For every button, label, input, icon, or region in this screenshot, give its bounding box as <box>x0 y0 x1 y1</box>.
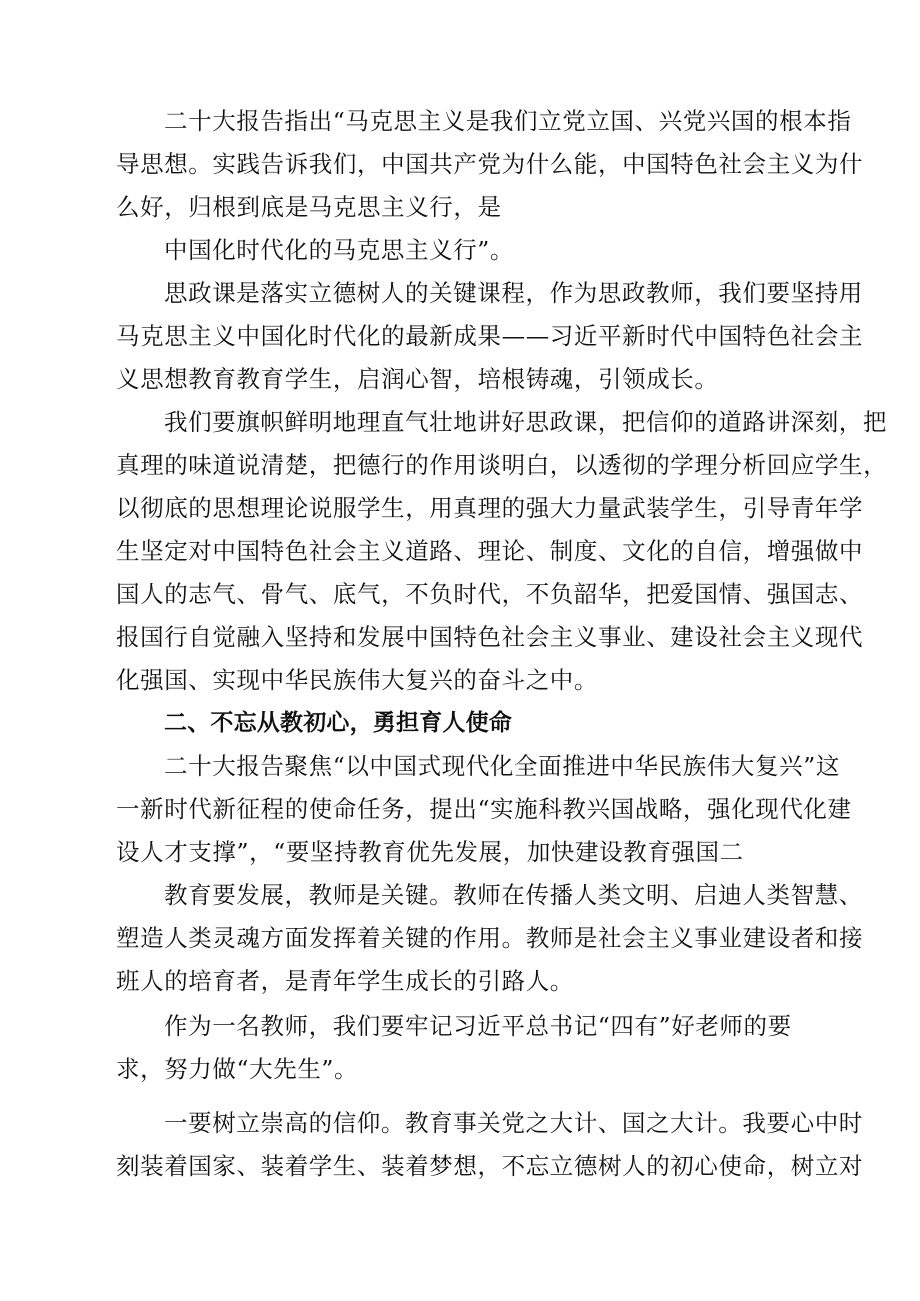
paragraph-line: 我们要旗帜鲜明地理直气壮地讲好思政课，把信仰的道路讲深刻，把 <box>164 408 887 436</box>
paragraph-line: 教育要发展，教师是关键。教师在传播人类文明、启迪人类智慧、 <box>164 881 863 909</box>
section-heading: 二、不忘从教初心，勇担育人使命 <box>164 710 512 736</box>
paragraph-line: 中国化时代化的马克思主义行”。 <box>164 236 515 264</box>
paragraph-line: 作为一名教师，我们要牢记习近平总书记“四有”好老师的要 <box>164 1012 792 1040</box>
paragraph-line: 求，努力做“大先生”。 <box>116 1055 359 1083</box>
paragraph-line: 马克思主义中国化时代化的最新成果——习近平新时代中国特色社会主 <box>116 322 864 350</box>
paragraph-line: 塑造人类灵魂方面发挥着关键的作用。教师是社会主义事业建设者和接 <box>116 924 864 952</box>
paragraph-line: 么好，归根到底是马克思主义行，是 <box>116 193 502 221</box>
paragraph-line: 设人才支撑”，“要坚持教育优先发展，加快建设教育强国二 <box>116 838 744 866</box>
paragraph-line: 生坚定对中国特色社会主义道路、理论、制度、文化的自信，增强做中 <box>116 537 864 565</box>
paragraph-line: 义思想教育教育学生，启润心智，培根铸魂，引领成长。 <box>116 365 719 393</box>
paragraph-line: 一要树立崇高的信仰。教育事关党之大计、国之大计。我要心中时 <box>164 1109 863 1137</box>
paragraph-line: 真理的味道说清楚，把德行的作用谈明白，以透彻的学理分析回应学生， <box>116 451 888 479</box>
paragraph-line: 班人的培育者，是青年学生成长的引路人。 <box>116 967 574 995</box>
paragraph-line: 化强国、实现中华民族伟大复兴的奋斗之中。 <box>116 666 598 694</box>
paragraph-line: 二十大报告聚焦“以中国式现代化全面推进中华民族伟大复兴”这 <box>164 752 840 780</box>
paragraph-line: 以彻底的思想理论说服学生，用真理的强大力量武装学生，引导青年学 <box>116 494 864 522</box>
paragraph-line: 国人的志气、骨气、底气，不负时代，不负韶华，把爱国情、强国志、 <box>116 580 864 608</box>
paragraph-line: 思政课是落实立德树人的关键课程，作为思政教师，我们要坚持用 <box>164 279 863 307</box>
paragraph-line: 刻装着国家、装着学生、装着梦想，不忘立德树人的初心使命，树立对 <box>116 1152 864 1180</box>
paragraph-line: 一新时代新征程的使命任务，提出“实施科教兴国战略，强化现代化建 <box>116 795 852 823</box>
paragraph-line: 二十大报告指出“马克思主义是我们立党立国、兴党兴国的根本指 <box>164 107 852 135</box>
paragraph-line: 报国行自觉融入坚持和发展中国特色社会主义事业、建设社会主义现代 <box>116 623 864 651</box>
paragraph-line: 导思想。实践告诉我们，中国共产党为什么能，中国特色社会主义为什 <box>116 150 864 178</box>
